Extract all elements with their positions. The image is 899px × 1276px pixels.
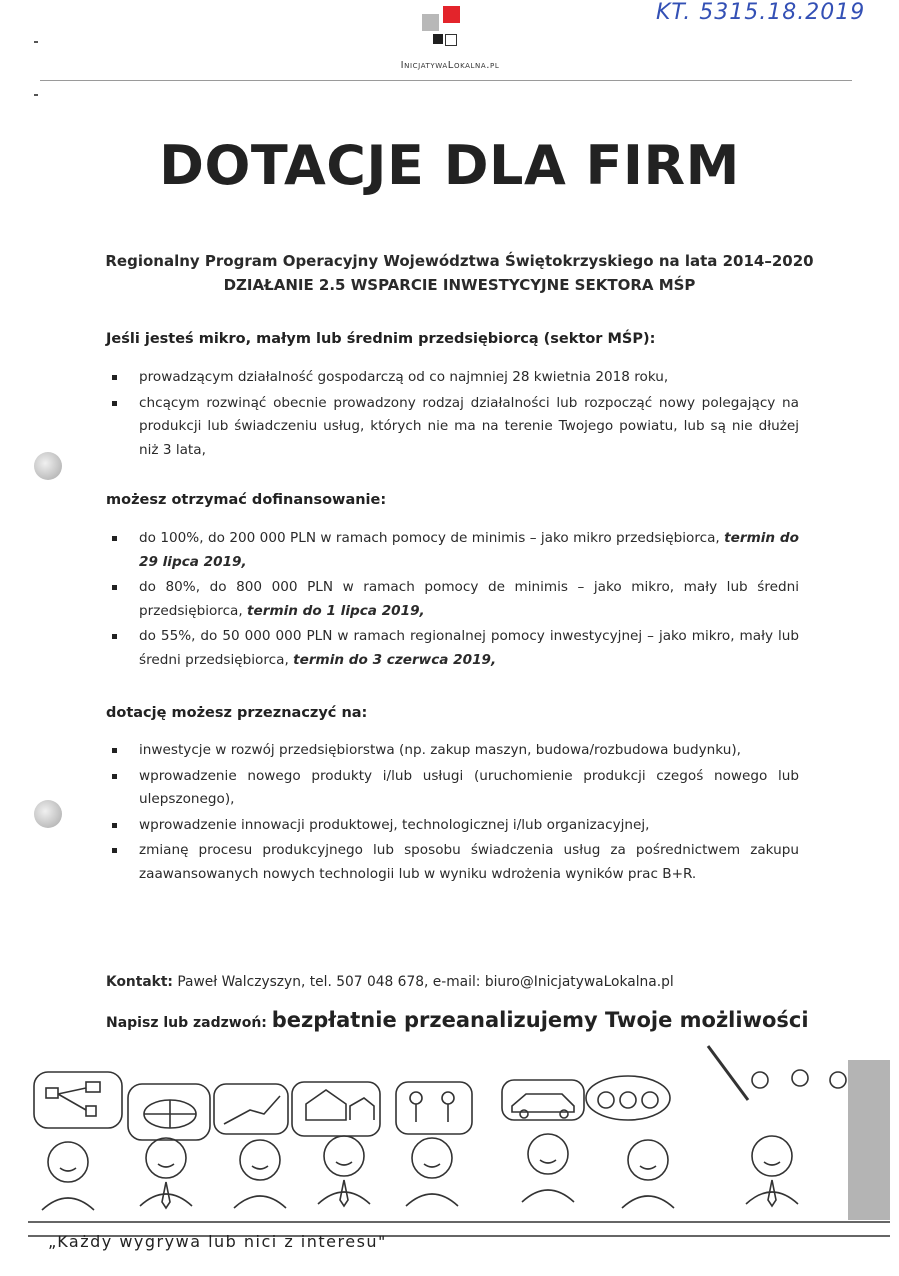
- handwritten-reference: KT. 5315.18.2019: [656, 0, 866, 25]
- list-item: [106, 625, 799, 672]
- deadline: termin do 3 czerwca 2019,: [293, 651, 497, 668]
- punch-hole: [34, 452, 62, 480]
- page-title: DOTACJE DLA FIRM: [159, 134, 740, 197]
- program-subtitle: [60, 249, 859, 297]
- funding-list: [106, 527, 799, 674]
- funding-text: do 55%, do 50 000 000 PLN w ramach regionalnej pomocy inwestycyjnej – jako mikro, mały lub średni przedsiębiorca,: [139, 628, 799, 668]
- cta-main: bezpłatnie przeanalizujemy Twoje możliwości: [271, 1008, 809, 1032]
- list-item: [106, 576, 799, 623]
- call-to-action: [106, 1008, 809, 1032]
- list-item: wprowadzenie innowacji produktowej, technologicznej i/lub organizacyjnej,: [106, 814, 799, 838]
- scan-speck: [34, 41, 38, 43]
- list-item: [106, 527, 799, 574]
- logo-square-gray: [422, 14, 439, 31]
- suit-sleeve: [848, 1060, 890, 1220]
- action-name: DZIAŁANIE 2.5 WSPARCIE INWESTYCYJNE SEKTORA MŚP: [223, 276, 696, 294]
- funding-heading: możesz otrzymać dofinansowanie:: [106, 492, 387, 508]
- list-item: zmianę procesu produkcyjnego lub sposobu świadczenia usług za pośrednictwem zakupu zaawansowanych nowych technologii lub w wyniku wdrożenia wyników prac B+R.: [106, 839, 799, 886]
- punch-hole: [34, 800, 62, 828]
- cta-lead: Napisz lub zadzwoń:: [106, 1015, 272, 1031]
- logo-square-outline: [445, 34, 457, 46]
- contact-line: [106, 974, 674, 990]
- funding-text: do 100%, do 200 000 PLN w ramach pomocy de minimis – jako mikro przedsiębiorca,: [139, 530, 725, 546]
- purpose-heading: dotację możesz przeznaczyć na:: [106, 705, 368, 721]
- eligibility-heading: Jeśli jesteś mikro, małym lub średnim przedsiębiorcą (sektor MŚP):: [106, 331, 656, 347]
- eligibility-list: [106, 366, 799, 464]
- list-item: chcącym rozwinąć obecnie prowadzony rodzaj działalności lub rozpocząć nowy polegający na produkcji lub świadczeniu usług, których nie ma na terenie Twojego powiatu, lub są nie dłużej niż 3 lata,: [106, 392, 799, 463]
- funding-text: do 80%, do 800 000 PLN w ramach pomocy de minimis – jako mikro, mały lub średni przedsiębiorca,: [139, 579, 799, 619]
- slogan-quote: „Każdy wygrywa lub nici z interesu": [48, 1232, 387, 1251]
- list-item: wprowadzenie nowego produkty i/lub usługi (uruchomienie produkcji czegoś nowego lub ulepszonego),: [106, 765, 799, 812]
- deadline: termin do 29 lipca 2019,: [139, 530, 799, 570]
- bubble-people-icon: [396, 1082, 472, 1134]
- header-rule: [40, 80, 852, 81]
- contact-label: Kontakt:: [106, 974, 173, 990]
- logo-mark: [422, 6, 464, 48]
- bubble-car-icon: [502, 1080, 584, 1120]
- list-item: inwestycje w rozwój przedsiębiorstwa (np. zakup maszyn, budowa/rozbudowa budynku),: [106, 739, 799, 763]
- scan-speck: [34, 94, 38, 96]
- purpose-list: [106, 739, 799, 888]
- bubble-network-icon: [34, 1072, 122, 1128]
- bubble-chart-icon: [128, 1084, 210, 1140]
- program-name: Regionalny Program Operacyjny Województwa Świętokrzyskiego na lata 2014–2020: [105, 252, 814, 270]
- bubble-graph-icon: [214, 1084, 288, 1134]
- logo-square-black: [433, 34, 443, 44]
- logo-name: InicjatywaLokalna.pl: [400, 60, 500, 71]
- people-illustration: [28, 1040, 890, 1240]
- contact-details: Paweł Walczyszyn, tel. 507 048 678, e-mail: biuro@InicjatywaLokalna.pl: [172, 974, 674, 990]
- deadline: termin do 1 lipca 2019,: [247, 602, 425, 619]
- list-item: prowadzącym działalność gospodarczą od co najmniej 28 kwietnia 2018 roku,: [106, 366, 799, 390]
- logo-square-red: [443, 6, 460, 23]
